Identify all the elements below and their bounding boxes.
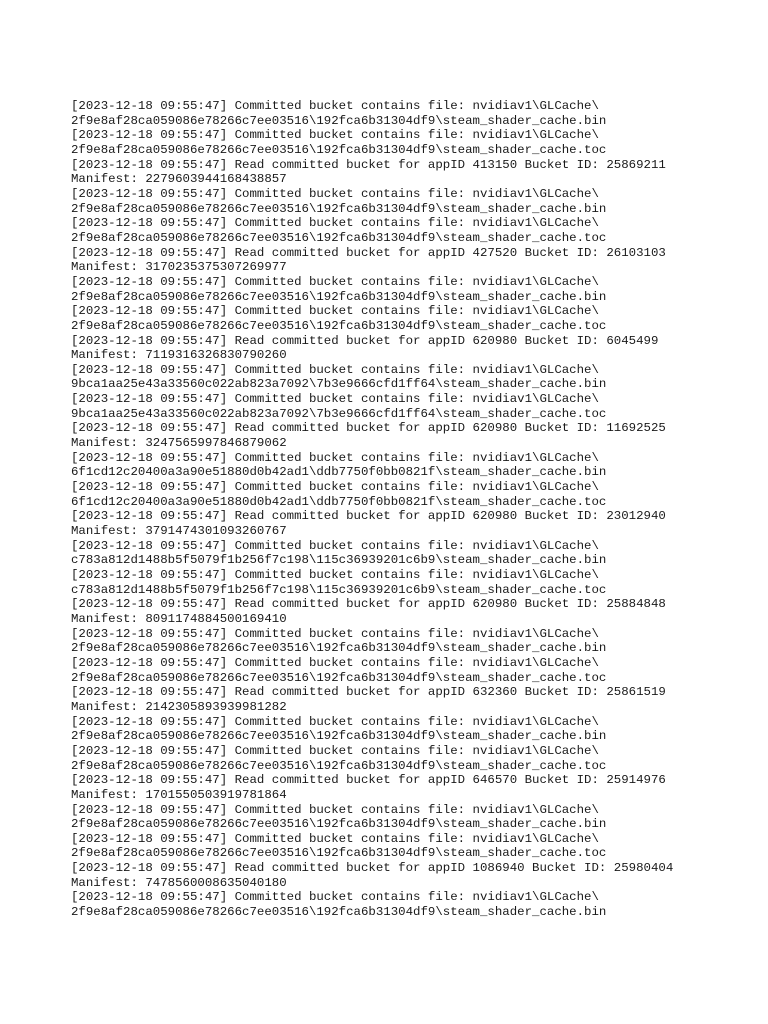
log-line: Manifest: 2279603944168438857 [71,172,287,187]
log-line: [2023-12-18 09:55:47] Committed bucket contains file: nvidiav1\GLCache\ [71,714,599,729]
log-line: 2f9e8af28ca059086e78266c7ee03516\192fca6b31304df9\steam_shader_cache.bin [71,201,607,216]
log-line: Manifest: 3791474301093260767 [71,524,287,539]
log-line: 2f9e8af28ca059086e78266c7ee03516\192fca6b31304df9\steam_shader_cache.toc [71,142,607,157]
log-line: 2f9e8af28ca059086e78266c7ee03516\192fca6b31304df9\steam_shader_cache.bin [71,905,607,920]
log-line: Manifest: 8091174884500169410 [71,611,287,626]
log-line: [2023-12-18 09:55:47] Committed bucket contains file: nvidiav1\GLCache\ [71,362,599,377]
log-line: [2023-12-18 09:55:47] Read committed bucket for appID 413150 Bucket ID: 25869211 [71,157,666,172]
log-line: 2f9e8af28ca059086e78266c7ee03516\192fca6b31304df9\steam_shader_cache.toc [71,758,607,773]
log-line: 2f9e8af28ca059086e78266c7ee03516\192fca6b31304df9\steam_shader_cache.bin [71,817,607,832]
log-line: [2023-12-18 09:55:47] Committed bucket contains file: nvidiav1\GLCache\ [71,655,599,670]
log-line: [2023-12-18 09:55:47] Committed bucket contains file: nvidiav1\GLCache\ [71,626,599,641]
log-line: [2023-12-18 09:55:47] Committed bucket contains file: nvidiav1\GLCache\ [71,216,599,231]
log-line: [2023-12-18 09:55:47] Committed bucket contains file: nvidiav1\GLCache\ [71,480,599,495]
log-line: Manifest: 7478560008635040180 [71,875,287,890]
log-line: [2023-12-18 09:55:47] Committed bucket contains file: nvidiav1\GLCache\ [71,890,599,905]
log-line: [2023-12-18 09:55:47] Committed bucket contains file: nvidiav1\GLCache\ [71,450,599,465]
log-line: Manifest: 3170235375307269977 [71,260,287,275]
log-line: [2023-12-18 09:55:47] Read committed bucket for appID 620980 Bucket ID: 11692525 [71,421,666,436]
log-line: [2023-12-18 09:55:47] Read committed bucket for appID 427520 Bucket ID: 26103103 [71,245,666,260]
log-line: 6f1cd12c20400a3a90e51880d0b42ad1\ddb7750f0bb0821f\steam_shader_cache.toc [71,494,607,509]
log-line: 6f1cd12c20400a3a90e51880d0b42ad1\ddb7750f0bb0821f\steam_shader_cache.bin [71,465,607,480]
log-line: [2023-12-18 09:55:47] Read committed bucket for appID 620980 Bucket ID: 23012940 [71,509,666,524]
log-line: 2f9e8af28ca059086e78266c7ee03516\192fca6b31304df9\steam_shader_cache.bin [71,289,607,304]
log-line: 2f9e8af28ca059086e78266c7ee03516\192fca6b31304df9\steam_shader_cache.bin [71,641,607,656]
log-line: [2023-12-18 09:55:47] Read committed bucket for appID 646570 Bucket ID: 25914976 [71,773,666,788]
log-line: c783a812d1488b5f5079f1b256f7c198\115c36939201c6b9\steam_shader_cache.bin [71,553,607,568]
log-line: [2023-12-18 09:55:47] Read committed bucket for appID 1086940 Bucket ID: 25980404 [71,861,674,876]
log-line: [2023-12-18 09:55:47] Read committed bucket for appID 620980 Bucket ID: 6045499 [71,333,659,348]
log-line: [2023-12-18 09:55:47] Committed bucket contains file: nvidiav1\GLCache\ [71,743,599,758]
log-line: 2f9e8af28ca059086e78266c7ee03516\192fca6b31304df9\steam_shader_cache.toc [71,318,607,333]
log-line: [2023-12-18 09:55:47] Read committed bucket for appID 632360 Bucket ID: 25861519 [71,685,666,700]
log-line: [2023-12-18 09:55:47] Read committed bucket for appID 620980 Bucket ID: 25884848 [71,597,666,612]
log-text [71,99,751,920]
log-line: Manifest: 7119316326830790260 [71,348,287,363]
log-line: [2023-12-18 09:55:47] Committed bucket contains file: nvidiav1\GLCache\ [71,392,599,407]
log-line: 2f9e8af28ca059086e78266c7ee03516\192fca6b31304df9\steam_shader_cache.toc [71,670,607,685]
log-line: 9bca1aa25e43a33560c022ab823a7092\7b3e9666cfd1ff64\steam_shader_cache.toc [71,406,607,421]
log-line: 2f9e8af28ca059086e78266c7ee03516\192fca6b31304df9\steam_shader_cache.bin [71,729,607,744]
log-line: Manifest: 1701550503919781864 [71,787,287,802]
log-line: [2023-12-18 09:55:47] Committed bucket contains file: nvidiav1\GLCache\ [71,568,599,582]
log-line: [2023-12-18 09:55:47] Committed bucket contains file: nvidiav1\GLCache\ [71,538,599,553]
log-line: 2f9e8af28ca059086e78266c7ee03516\192fca6b31304df9\steam_shader_cache.toc [71,230,607,245]
log-line: [2023-12-18 09:55:47] Committed bucket contains file: nvidiav1\GLCache\ [71,304,599,319]
log-line: 2f9e8af28ca059086e78266c7ee03516\192fca6b31304df9\steam_shader_cache.bin [71,113,607,128]
log-line: [2023-12-18 09:55:47] Committed bucket contains file: nvidiav1\GLCache\ [71,128,599,143]
log-line: [2023-12-18 09:55:47] Committed bucket contains file: nvidiav1\GLCache\ [71,274,599,289]
log-line: c783a812d1488b5f5079f1b256f7c198\115c36939201c6b9\steam_shader_cache.toc [71,582,607,597]
log-line: 9bca1aa25e43a33560c022ab823a7092\7b3e9666cfd1ff64\steam_shader_cache.bin [71,377,607,392]
log-line: Manifest: 3247565997846879062 [71,436,287,451]
log-line: [2023-12-18 09:55:47] Committed bucket contains file: nvidiav1\GLCache\ [71,99,599,113]
log-line: [2023-12-18 09:55:47] Committed bucket contains file: nvidiav1\GLCache\ [71,186,599,201]
log-line: [2023-12-18 09:55:47] Committed bucket contains file: nvidiav1\GLCache\ [71,831,599,846]
log-line: 2f9e8af28ca059086e78266c7ee03516\192fca6b31304df9\steam_shader_cache.toc [71,846,607,861]
log-line: Manifest: 2142305893939981282 [71,699,287,714]
log-line: [2023-12-18 09:55:47] Committed bucket contains file: nvidiav1\GLCache\ [71,802,599,817]
